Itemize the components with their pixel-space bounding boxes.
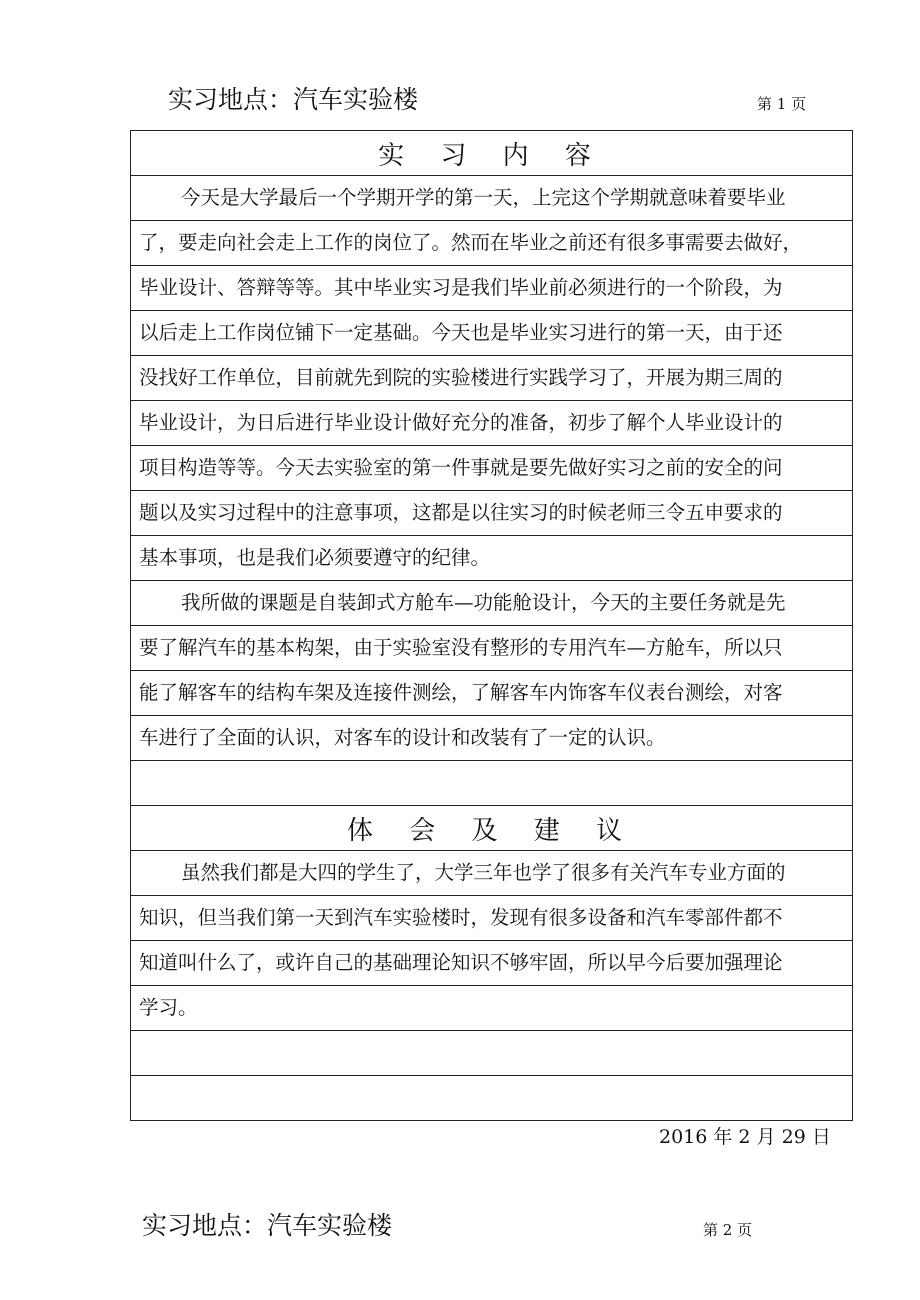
page-number: 第 1 页 [757,95,807,113]
content-line: 以后走上工作岗位铺下一定基础。今天也是毕业实习进行的第一天，由于还 [131,311,852,356]
content-line: 了，要走向社会走上工作的岗位了。然而在毕业之前还有很多事需要去做好， [131,221,852,266]
reflection-line: 虽然我们都是大四的学生了，大学三年也学了很多有关汽车专业方面的 [131,851,852,896]
empty-line [131,1031,852,1076]
reflection-line: 知道叫什么了，或许自己的基础理论知识不够牢固，所以早今后要加强理论 [131,941,852,986]
location-label: 实习地点：汽车实验楼 [168,85,419,114]
content-line: 要了解汽车的基本构架，由于实验室没有整形的专用汽车—方舱车，所以只 [131,626,852,671]
content-line: 毕业设计，为日后进行毕业设计做好充分的准备，初步了解个人毕业设计的 [131,401,852,446]
page-number: 第 2 页 [703,1221,753,1239]
report-date: 2016 年 2 月 29 日 [659,1126,831,1148]
content-line: 今天是大学最后一个学期开学的第一天，上完这个学期就意味着要毕业 [131,176,852,221]
content-line: 毕业设计、答辩等等。其中毕业实习是我们毕业前必须进行的一个阶段，为 [131,266,852,311]
empty-line [131,1076,852,1121]
content-line: 题以及实习过程中的注意事项，这都是以往实习的时候老师三令五申要求的 [131,491,852,536]
content-line: 基本事项，也是我们必须要遵守的纪律。 [131,536,852,581]
section-title-content: 实 习 内 容 [131,131,852,176]
page-header [0,78,920,122]
reflection-line: 知识，但当我们第一天到汽车实验楼时，发现有很多设备和汽车零部件都不 [131,896,852,941]
page-header-2 [0,1204,920,1248]
location-label: 实习地点：汽车实验楼 [142,1211,393,1240]
content-line: 没找好工作单位，目前就先到院的实验楼进行实践学习了，开展为期三周的 [131,356,852,401]
empty-line [131,761,852,806]
reflection-line: 学习。 [131,986,852,1031]
content-line: 我所做的课题是自装卸式方舱车—功能舱设计，今天的主要任务就是先 [131,581,852,626]
content-line: 项目构造等等。今天去实验室的第一件事就是要先做好实习之前的安全的问 [131,446,852,491]
content-line: 车进行了全面的认识，对客车的设计和改装有了一定的认识。 [131,716,852,761]
content-line: 能了解客车的结构车架及连接件测绘，了解客车内饰客车仪表台测绘，对客 [131,671,852,716]
report-table [130,130,853,1121]
section-title-reflection: 体 会 及 建 议 [131,806,852,851]
